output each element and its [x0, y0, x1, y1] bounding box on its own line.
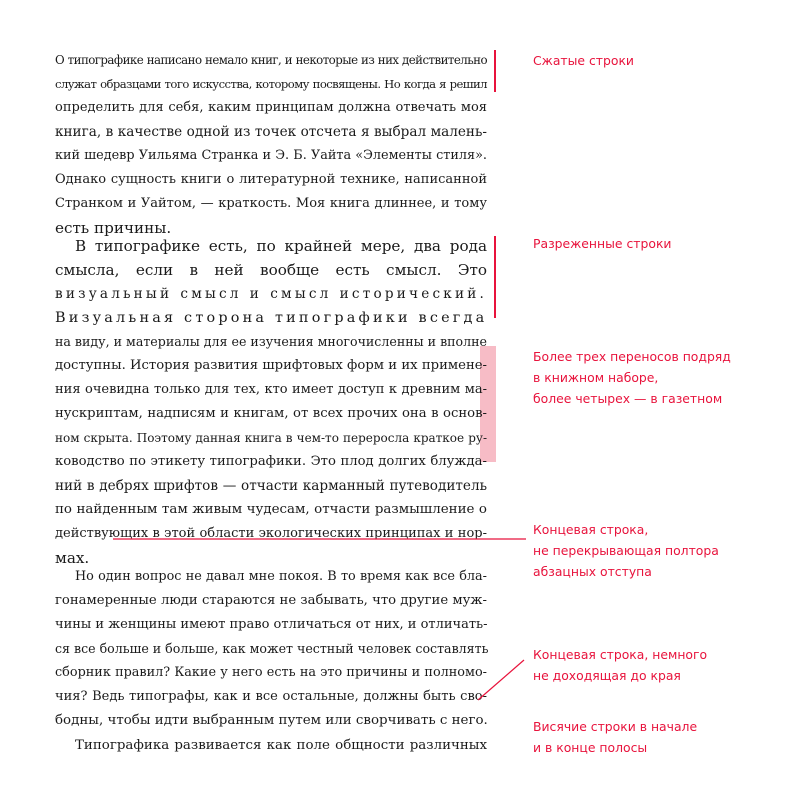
text-line: Странком и Уайтом, — краткость. Моя книга длиннее, и тому — [55, 196, 487, 211]
note-text: Концевая строка, немного — [533, 647, 708, 662]
text-line: ся все больше и больше, как может честный человек составлять — [55, 641, 489, 656]
text-line: бодны, чтобы идти выбранным путем или сворчивать с него. — [55, 713, 488, 728]
text-line: В типографике есть, по крайней мере, два рода — [75, 237, 487, 255]
text-line: действующих в этой области экологических принципах и нор- — [55, 526, 487, 541]
note-text: более четырех — в газетном — [533, 391, 723, 406]
note-loose-lines — [533, 233, 763, 254]
text-line: нускриптам, надписям и книгам, от всех прочих она в основ- — [55, 406, 487, 421]
text-line: кий шедевр Уильяма Странка и Э. Б. Уайта «Элементы стиля». — [55, 148, 487, 163]
text-line: Визуальная сторона типографики всегда — [55, 310, 488, 326]
note-text: не доходящая до края — [533, 668, 681, 683]
note-text: Висячие строки в начале — [533, 719, 698, 734]
note-text: абзацных отступа — [533, 564, 652, 579]
text-line: визуальный смысл и смысл исторический. — [55, 286, 487, 302]
text-line: чия? Ведь типографы, как и все остальные, должны быть сво- — [55, 689, 487, 704]
text-line: Однако сущность книги о литературной технике, написанной — [55, 172, 487, 187]
text-line: на виду, и материалы для ее изучения многочисленны и вполне — [55, 334, 487, 349]
text-line: ний в дебрях шрифтов — отчасти карманный путеводитель — [55, 478, 487, 494]
text-line: О типографике написано немало книг, и некоторые из них действительно — [55, 53, 487, 67]
text-line: чины и женщины имеют право отличаться от них, и отличать- — [55, 617, 488, 632]
note-short-last-line — [533, 519, 763, 582]
note-text: в книжном наборе, — [533, 370, 659, 385]
note-text: не перекрывающая полтора — [533, 543, 719, 558]
text-line: ном скрыта. Поэтому данная книга в чем-то переросла краткое ру- — [55, 431, 487, 445]
text-line: ния очевидна только для тех, кто имеет доступ к древним ма- — [55, 382, 487, 397]
text-line: книга, в качестве одной из точек отсчета я выбрал малень- — [55, 124, 487, 140]
text-line: мах. — [55, 549, 90, 567]
text-line: смысла, если в ней вообще есть смысл. Это — [55, 261, 487, 279]
text-line: Но один вопрос не давал мне покоя. В то время как все бла- — [75, 569, 487, 584]
text-line: гонамеренные люди стараются не забывать, что другие муж- — [55, 593, 487, 608]
text-line: определить для себя, каким принципам должна отвечать моя — [55, 100, 487, 115]
long-last-line-leader — [478, 660, 524, 700]
note-text: и в конце полосы — [533, 740, 648, 755]
text-line: доступны. История развития шрифтовых форм и их примене- — [55, 358, 487, 373]
note-text: Разреженные строки — [533, 236, 672, 251]
note-long-last-line — [533, 644, 763, 686]
note-text: Сжатые строки — [533, 53, 634, 68]
note-hyphenation — [533, 346, 763, 409]
text-line: ководство по этикету типографики. Это плод долгих блужда- — [55, 454, 487, 469]
text-line: есть причины. — [55, 219, 172, 237]
text-line: служат образцами того искусства, которому посвящены. Но когда я решил — [55, 77, 487, 91]
text-line: по найденным там живым чудесам, отчасти размышление о — [55, 502, 487, 517]
text-line: Типографика развивается как поле общности различных — [75, 738, 487, 753]
note-widows-orphans — [533, 716, 763, 758]
text-line: сборник правил? Какие у него есть на это причины и полномо- — [55, 665, 487, 680]
note-tight-lines — [533, 50, 763, 71]
note-text: Концевая строка, — [533, 522, 649, 537]
note-text: Более трех переносов подряд — [533, 349, 731, 364]
